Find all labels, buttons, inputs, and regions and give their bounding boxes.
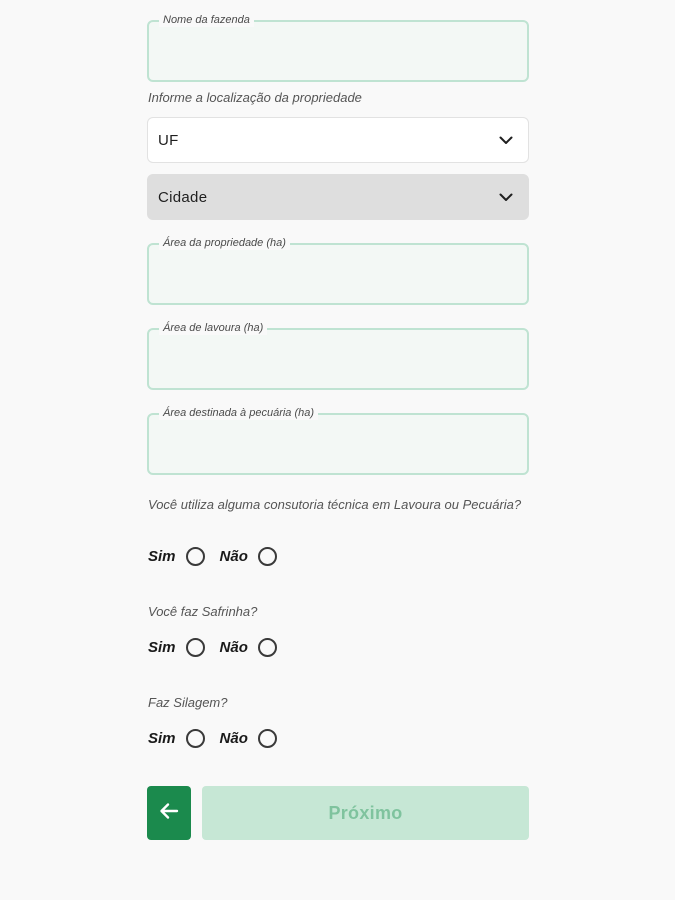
safrinha-no-option[interactable] <box>220 638 277 657</box>
option-no-label: Não <box>219 729 248 747</box>
crop-area-field[interactable] <box>147 322 529 390</box>
uf-select-value: UF <box>158 131 179 149</box>
farm-name-label: Nome da fazenda <box>159 13 254 27</box>
option-yes-label: Sim <box>148 638 176 656</box>
arrow-left-icon <box>159 802 179 825</box>
consulting-radio-group <box>148 544 277 568</box>
property-area-field[interactable] <box>147 237 529 305</box>
consulting-no-option[interactable] <box>220 547 277 566</box>
safrinha-yes-radio[interactable] <box>186 638 205 657</box>
option-no-label: Não <box>219 638 248 656</box>
consulting-question: Você utiliza alguma consutoria técnica em Lavoura ou Pecuária? <box>148 497 522 512</box>
next-button[interactable] <box>202 786 529 840</box>
chevron-down-icon <box>498 189 514 205</box>
option-yes-label: Sim <box>148 547 176 565</box>
safrinha-question: Você faz Safrinha? <box>148 604 258 619</box>
silage-no-option[interactable] <box>220 729 277 748</box>
back-button[interactable] <box>147 786 191 840</box>
safrinha-radio-group <box>148 635 277 659</box>
silage-yes-option[interactable] <box>148 729 205 748</box>
chevron-down-icon <box>498 132 514 148</box>
option-yes-label: Sim <box>148 729 176 747</box>
city-select[interactable] <box>147 174 529 220</box>
consulting-yes-radio[interactable] <box>186 547 205 566</box>
silage-yes-radio[interactable] <box>186 729 205 748</box>
city-select-value: Cidade <box>158 188 208 206</box>
crop-area-label: Área de lavoura (ha) <box>159 321 267 335</box>
silage-question: Faz Silagem? <box>148 695 228 710</box>
option-no-label: Não <box>219 547 248 565</box>
location-hint: Informe a localização da propriedade <box>148 90 362 105</box>
safrinha-no-radio[interactable] <box>258 638 277 657</box>
silage-no-radio[interactable] <box>258 729 277 748</box>
consulting-yes-option[interactable] <box>148 547 205 566</box>
livestock-area-field[interactable] <box>147 407 529 475</box>
property-area-label: Área da propriedade (ha) <box>159 236 290 250</box>
livestock-area-label: Área destinada à pecuária (ha) <box>159 406 318 420</box>
uf-select[interactable] <box>147 117 529 163</box>
consulting-no-radio[interactable] <box>258 547 277 566</box>
farm-name-field[interactable] <box>147 14 529 82</box>
silage-radio-group <box>148 726 277 750</box>
next-button-label: Próximo <box>328 802 403 823</box>
safrinha-yes-option[interactable] <box>148 638 205 657</box>
